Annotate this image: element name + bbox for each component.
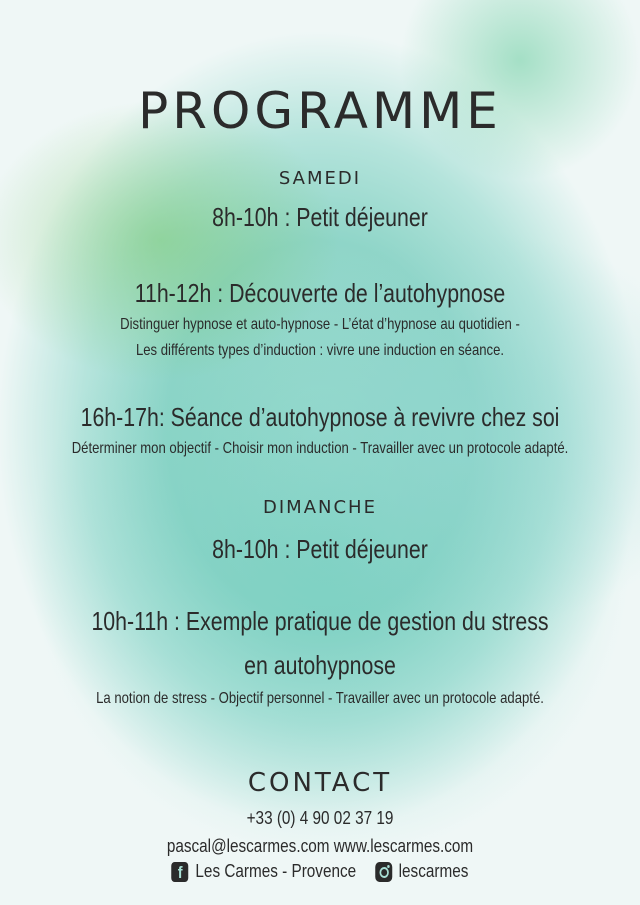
facebook-label[interactable]: Les Carmes - Provence [195, 861, 357, 881]
contact-social-row [48, 861, 592, 882]
day-heading-dimanche: DIMANCHE [263, 497, 377, 518]
desc-samedi-decouverte-2: Les différents types d’induction : vivre une induction en séance. [135, 342, 505, 359]
slot-dimanche-breakfast: 8h-10h : Petit déjeuner [212, 534, 428, 564]
contact-phone[interactable]: +33 (0) 4 90 02 37 19 [246, 808, 394, 828]
contact-email-web[interactable]: pascal@lescarmes.com www.lescarmes.com [166, 836, 474, 856]
instagram-label[interactable]: lescarmes [398, 861, 469, 881]
slot-samedi-breakfast: 8h-10h : Petit déjeuner [212, 202, 428, 232]
desc-samedi-seance: Déterminer mon objectif - Choisir mon induction - Travailler avec un protocole adapté. [71, 440, 569, 457]
slot-dimanche-stress-2: en autohypnose [244, 650, 396, 680]
slot-dimanche-stress-1: 10h-11h : Exemple pratique de gestion du stress [91, 606, 549, 636]
slot-samedi-decouverte: 11h-12h : Découverte de l’autohypnose [134, 278, 506, 308]
slot-samedi-seance: 16h-17h: Séance d’autohypnose à revivre chez soi [80, 402, 560, 432]
day-heading-samedi: SAMEDI [278, 168, 362, 189]
contact-heading: CONTACT [247, 768, 393, 798]
instagram-icon[interactable] [375, 862, 392, 882]
desc-samedi-decouverte-1: Distinguer hypnose et auto-hypnose - L’état d’hypnose au quotidien - [120, 316, 520, 333]
page-title: PROGRAMME [138, 82, 502, 140]
desc-dimanche-stress: La notion de stress - Objectif personnel - Travailler avec un protocole adapté. [96, 690, 544, 707]
facebook-icon[interactable]: f [172, 862, 189, 882]
